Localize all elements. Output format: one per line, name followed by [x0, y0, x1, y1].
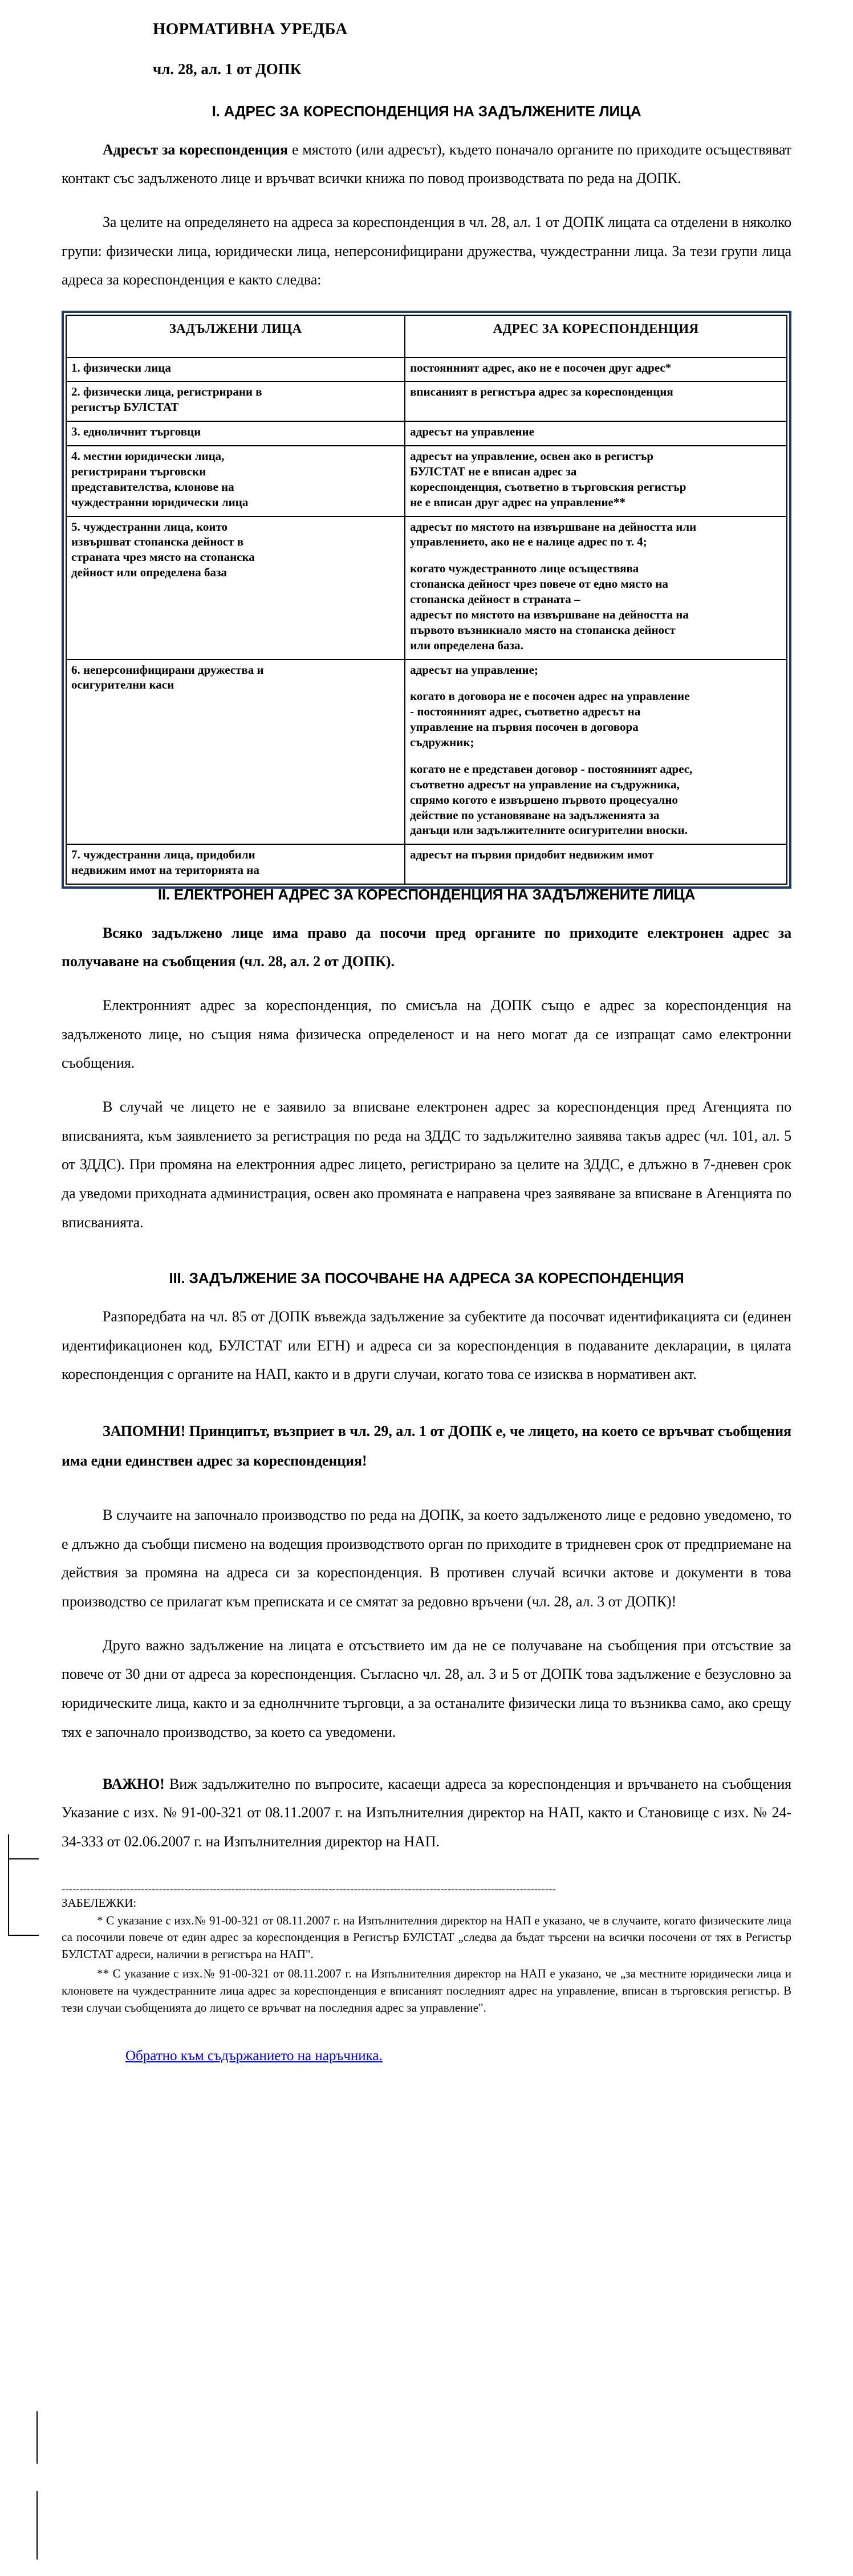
cell-line: 5. чуждестранни лица, които — [71, 519, 228, 534]
table-row — [66, 421, 787, 446]
note-2: ** С указание с изх.№ 91-00-321 от 08.11.2007 г. на Изпълнителния директор на НАП е указано, че „за местните юридически лица и клоновете на чуждестранните лица адрес за кореспонденция е вписаният последният адрес на управление, вписан в търговския регистър. В тези случаи съобщенията до лицето се връчват на последния адрес за управление". — [62, 1967, 791, 2015]
page-title: НОРМАТИВНА УРЕДБА — [153, 20, 348, 38]
note-1: * С указание с изх.№ 91-00-321 от 08.11.2007 г. на Изпълнителния директор на НАП е указано, че в случаите, когато физическите лица са посочили повече от един адрес за кореспонденция в Регистър БУЛСТАТ „следва да бъдат търсени на всички посочени от тях в Регистър БУЛСТАТ адреси, наличии в регистъра на НАП". — [62, 1913, 791, 1961]
cell-line: когато в договора не е посочен адрес на управление — [410, 689, 690, 703]
section-1-paragraph-2: За целите на определянето на адреса за кореспонденция в чл. 28, ал. 1 от ДОПК лицата са отделени в няколко групи: физически лица, юридически лица, неперсонифицирани дружества, чуждестранни лица. За тези групи лица адреса за кореспонденция е както следва: — [62, 214, 791, 288]
cell-line-gap — [410, 677, 782, 689]
cell-lines-2-left — [71, 424, 400, 439]
cell-line: съдружник; — [410, 735, 474, 750]
cell-line: действие по установяване на задълженията за — [410, 808, 660, 822]
cell-lines-1-left — [71, 384, 400, 415]
table-row — [66, 381, 787, 421]
section-1-heading: I. АДРЕС ЗА КОРЕСПОНДЕНЦИЯ НА ЗАДЪЛЖЕНИТЕ ЛИЦА — [212, 103, 641, 120]
cell-lines-4-right — [410, 519, 782, 653]
cell-line: 3. едноличнит търговци — [71, 425, 201, 439]
cell-line: когато чуждестранното лице осъществява — [410, 561, 639, 576]
section-3-paragraph-2: В случаите на започнало производство по реда на ДОПК, за което задълженото лице е редовно уведомено, то е длъжно да съобщи писмено на водещия производството орган по приходите в тридневен срок от предприемане на действия за промяна на адреса си за кореспонденция. В противен случай всички актове и документи в това производство се прилагат към преписката и се смятат за редовно връчени (чл. 28, ал. 3 от ДОПК)! — [62, 1507, 791, 1610]
cell-lines-0-right — [410, 360, 782, 376]
cell-line: 6. неперсонифицирани дружества и — [71, 662, 264, 677]
margin-artifact-bar-3 — [36, 2491, 38, 2559]
cell-line-gap — [410, 550, 782, 561]
cell-line: постоянният адрес, ако не е посочен друг адрес* — [410, 360, 672, 375]
section-3-important-rest: Виж задължително по въпросите, касаещи адреса за кореспонденция и връчването на съобщения Указание с изх. № 91-00-321 от 08.11.2007 г. на Изпълнителния директор на НАП, както и Становище с изх. № 24-34-333 от 02.06.2007 г. на Изпълнителния директор на НАП. — [62, 1775, 791, 1850]
document-subtitle: чл. 28, ал. 1 от ДОПК — [153, 60, 302, 78]
table-header-persons: ЗАДЪЛЖЕНИ ЛИЦА — [66, 315, 405, 357]
cell-line: 4. местни юридически лица, — [71, 449, 225, 463]
cell-line: адресът на управление, освен ако в регистър — [410, 449, 654, 463]
cell-line: чуждестранни юридически лица — [71, 495, 249, 509]
cell-line: регистър БУЛСТАТ — [71, 400, 179, 414]
section-3-important-bold: ВАЖНО! — [103, 1775, 165, 1792]
notes-divider: ----------------------------------------------------------------------------------------------------------------------------------------- — [62, 1883, 556, 1895]
section-2-paragraph-1-bold: Всяко задължено лице има право да посочи пред органите по приходите електронен адрес за получаване на съобщения (чл. 28, ал. 2 от ДОПК). — [62, 924, 791, 970]
section-1-paragraph-1-rest: е мястото (или адресът), където поначало органите по приходите осъществяват контакт със задълженото лице и връчват всички книжа по повод производствата по реда на ДОПК. — [62, 141, 791, 187]
cell-line: страната чрез място на стопанска — [71, 550, 255, 564]
cell-line: вписаният в регистъра адрес за кореспонденция — [410, 385, 673, 399]
notes-title: ЗАБЕЛЕЖКИ: — [62, 1895, 137, 1910]
cell-line: регистрирани търговски — [71, 464, 206, 478]
table-cell-persons — [66, 381, 405, 421]
section-3-remember-bold: ЗАПОМНИ! Принципът, възприет в чл. 29, ал. 1 от ДОПК е, че лицето, на което се връчват съобщения има едни единствен адрес за кореспонденция! — [62, 1423, 791, 1469]
cell-line: - постоянният адрес, съответно адресът на — [410, 705, 641, 719]
table-row — [66, 844, 787, 884]
table-cell-address — [405, 357, 787, 382]
bottom-spacer — [62, 2064, 791, 2087]
section-1-paragraph-1 — [62, 136, 791, 193]
section-1-paragraph-1-lead: Адресът за кореспонденция — [103, 141, 288, 158]
cell-lines-2-right — [410, 424, 782, 439]
cell-line: спрямо когото е извършено първото процесуално — [410, 792, 678, 807]
table-cell-address — [405, 446, 787, 516]
table-cell-address — [405, 421, 787, 446]
cell-lines-6-right — [410, 847, 782, 862]
cell-line-gap — [410, 750, 782, 762]
table-cell-persons — [66, 446, 405, 516]
table-cell-address — [405, 660, 787, 845]
cell-line: осигурителни каси — [71, 678, 174, 692]
backlink-container — [125, 2048, 791, 2064]
cell-lines-4-left — [71, 519, 400, 581]
section-2-paragraph-1 — [62, 919, 791, 976]
cell-line: данъци или задължителните осигурителни вноски. — [410, 823, 688, 837]
cell-lines-5-left — [71, 662, 400, 693]
back-to-contents-link[interactable]: Обратно към съдържанието на наръчника. — [125, 2048, 383, 2064]
cell-line: адресът на първия придобит недвижим имот — [410, 848, 654, 862]
cell-line: 1. физически лица — [71, 360, 171, 375]
section-2-paragraph-2: Електронният адрес за кореспонденция, по смисъла на ДОПК също е адрес за кореспонденция на задълженото лице, но същия няма физическа определеност и на него могат да се изпращат само електронни съобщения. — [62, 996, 791, 1072]
table-header-address: АДРЕС ЗА КОРЕСПОНДЕНЦИЯ — [405, 315, 787, 357]
section-3-paragraph-1: Разпоредбата на чл. 85 от ДОПК въвежда задължение за субектите да посочват идентификацията си (единен идентификационен код, БУЛСТАТ или ЕГН) и адреса си за кореспонденция в подаваните декларации, в цялата кореспонденция с органите на НАП, както и в други случаи, когато това се изисква в нормативен акт. — [62, 1308, 791, 1383]
section-2-heading: II. ЕЛЕКТРОНЕН АДРЕС ЗА КОРЕСПОНДЕНЦИЯ НА ЗАДЪЛЖЕНИТЕ ЛИЦА — [157, 886, 696, 904]
persons-table — [66, 315, 787, 885]
table-row — [66, 357, 787, 382]
table-cell-persons — [66, 357, 405, 382]
cell-line: 2. физически лица, регистрирани в — [71, 385, 262, 399]
cell-lines-0-left — [71, 360, 400, 376]
cell-line: или определена база. — [410, 638, 523, 652]
table-cell-address — [405, 381, 787, 421]
cell-lines-1-right — [410, 384, 782, 400]
table-header-row — [66, 315, 787, 357]
cell-line: съответно адресът на управление на съдружника, — [410, 777, 680, 791]
cell-lines-3-left — [71, 449, 400, 510]
table-body — [66, 357, 787, 885]
table-cell-persons — [66, 660, 405, 845]
cell-line: стопанска дейност в страната – — [410, 592, 580, 607]
table-cell-address — [405, 844, 787, 884]
cell-line: адресът по мястото на извършване на дейността или — [410, 519, 697, 534]
cell-line: представителства, клонове на — [71, 479, 234, 494]
cell-line: стопанска дейност чрез повече от едно място на — [410, 577, 668, 591]
cell-line: извършват стопанска дейност в — [71, 535, 244, 549]
table-cell-persons — [66, 516, 405, 660]
cell-line: управление на първия посочен в договора — [410, 720, 639, 734]
table-cell-address — [405, 516, 787, 660]
cell-line: кореспонденция, съответно в търговския регистър — [410, 479, 687, 494]
cell-line: адресът по мястото на извършване на дейността на — [410, 607, 689, 621]
table-cell-persons — [66, 421, 405, 446]
persons-table-wrapper — [62, 311, 791, 889]
cell-line: 7. чуждестранни лица, придобили — [71, 848, 255, 862]
section-3-important — [62, 1770, 791, 1857]
table-row — [66, 516, 787, 660]
cell-line: не е вписан друг адрес на управление** — [410, 495, 625, 509]
cell-line: дейност или определена база — [71, 565, 227, 580]
margin-artifact-bar-2 — [36, 2411, 38, 2464]
cell-line: недвижим имот на територията на — [71, 863, 259, 877]
cell-line: адресът на управление; — [410, 662, 538, 677]
cell-line: управлението, ако не е налице адрес по т. 4; — [410, 535, 647, 549]
margin-artifact-box — [8, 1858, 39, 1936]
section-3-paragraph-3: Друго важно задължение на лицата е отсъствието им да не се получаване на съобщения при отсъствие за повече от 30 дни от адреса за кореспонденция. Съгласно чл. 28, ал. 3 и 5 от ДОПК това задължение е безусловно за юридическите лица, както и за еднолнчните търговци, а за останалите физически лица то възниква само, ако срещу тях е започнало производство, за което са уведомени. — [62, 1637, 791, 1740]
section-3-heading: III. ЗАДЪЛЖЕНИЕ ЗА ПОСОЧВАНЕ НА АДРЕСА ЗА КОРЕСПОНДЕНЦИЯ — [169, 1269, 684, 1287]
cell-line: БУЛСТАТ не е вписан адрес за — [410, 464, 577, 478]
section-3-remember — [62, 1417, 791, 1476]
table-cell-persons — [66, 844, 405, 884]
cell-line: когато не е представен договор - постоянният адрес, — [410, 762, 693, 776]
cell-lines-6-left — [71, 847, 400, 878]
document-content — [62, 0, 791, 2087]
table-row — [66, 660, 787, 845]
cell-lines-3-right — [410, 449, 782, 510]
section-2-paragraph-3: В случай че лицето не е заявило за вписване електронен адрес за кореспонденция пред Агенцията по вписванията, към заявлението за регистрация по реда на ЗДДС то задължително заявява такъв адрес (чл. 101, ал. 5 от ЗДДС). При промяна на електронния адрес лицето, регистрирано за целите на ЗДДС, е длъжно в 7-дневен срок да уведоми приходната администрация, освен ако промяната е направена чрез заявяване за вписване в Агенцията по вписванията. — [62, 1098, 791, 1231]
cell-lines-5-right — [410, 662, 782, 839]
cell-line: първото възникнало място на стопанска дейност — [410, 622, 676, 637]
table-row — [66, 446, 787, 516]
cell-line: адресът на управление — [410, 425, 534, 439]
